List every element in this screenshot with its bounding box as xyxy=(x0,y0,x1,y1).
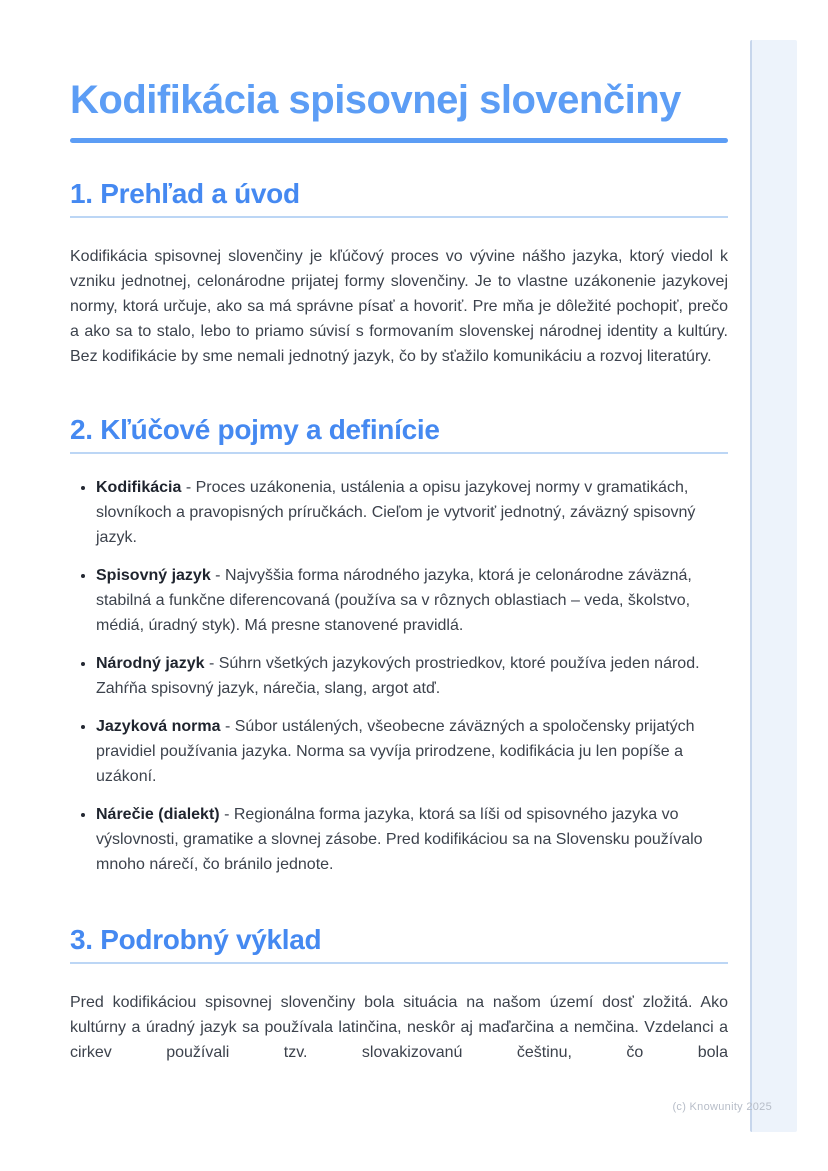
next-page-edge xyxy=(750,40,797,1132)
copyright-note: (c) Knowunity 2025 xyxy=(672,1101,772,1113)
section-heading-key-terms: 2. Kľúčové pojmy a definície xyxy=(70,413,728,454)
term-label: Nárečie (dialekt) xyxy=(96,806,220,823)
term-label: Jazyková norma xyxy=(96,718,221,735)
section-heading-overview: 1. Prehľad a úvod xyxy=(70,177,728,218)
term-definition: - Súhrn všetkých jazykových prostriedkov, ktoré používa jeden národ. Zahŕňa spisovný jazyk, nárečia, slang, argot atď. xyxy=(96,655,700,697)
term-definition: - Proces uzákonenia, ustálenia a opisu jazykovej normy v gramatikách, slovníkoch a pravopisných príručkách. Cieľom je vytvoriť jednotný, záväzný spisovný jazyk. xyxy=(96,479,696,546)
list-item xyxy=(96,563,728,638)
page-title: Kodifikácia spisovnej slovenčiny xyxy=(70,78,681,122)
list-item xyxy=(96,475,728,550)
list-item xyxy=(96,802,728,877)
section-overview xyxy=(70,177,728,369)
section-detailed-explanation xyxy=(70,923,728,1065)
detail-paragraph: Pred kodifikáciou spisovnej slovenčiny bola situácia na našom území dosť zložitá. Ako kultúrny a úradný jazyk sa používala latinčina, neskôr aj maďarčina a nemčina. Vzdelanci a cirkev používali tzv. slovakizovanú češtinu, čo bola xyxy=(70,994,728,1061)
term-label: Kodifikácia xyxy=(96,479,182,496)
term-label: Národný jazyk xyxy=(96,655,205,672)
term-definition: - Regionálna forma jazyka, ktorá sa líši od spisovného jazyka vo výslovnosti, gramatike a slovnej zásobe. Pred kodifikáciou sa na Slovensku používalo mnoho nárečí, čo bránilo jednote. xyxy=(96,806,703,873)
list-item xyxy=(96,714,728,789)
document-content xyxy=(70,0,728,1065)
title-divider xyxy=(70,138,728,143)
section-heading-detail: 3. Podrobný výklad xyxy=(70,923,728,964)
term-definition: - Súbor ustálených, všeobecne záväzných a spoločensky prijatých pravidiel používania jazyka. Norma sa vyvíja prirodzene, kodifikácia ju len popíše a uzákoní. xyxy=(96,718,695,785)
list-item xyxy=(96,651,728,701)
term-definition: - Najvyššia forma národného jazyka, ktorá je celonárodne záväzná, stabilná a funkčne diferencovaná (používa sa v rôznych oblastiach – veda, školstvo, médiá, úradný styk). Má presne stanovené pravidlá. xyxy=(96,567,692,634)
overview-paragraph: Kodifikácia spisovnej slovenčiny je kľúčový proces vo vývine nášho jazyka, ktorý viedol k vzniku jednotnej, celonárodne prijatej formy slovenčiny. Je to vlastne uzákonenie jazykovej normy, ktorá určuje, ako sa má správne písať a hovoriť. Pre mňa je dôležité pochopiť, prečo a ako sa to stalo, lebo to priamo súvisí s formovaním slovenskej národnej identity a kultúry. Bez kodifikácie by sme nemali jednotný jazyk, čo by sťažilo komunikáciu a rozvoj literatúry. xyxy=(70,248,728,365)
term-label: Spisovný jazyk xyxy=(96,567,211,584)
section-key-terms xyxy=(70,413,728,877)
term-list xyxy=(70,475,728,877)
